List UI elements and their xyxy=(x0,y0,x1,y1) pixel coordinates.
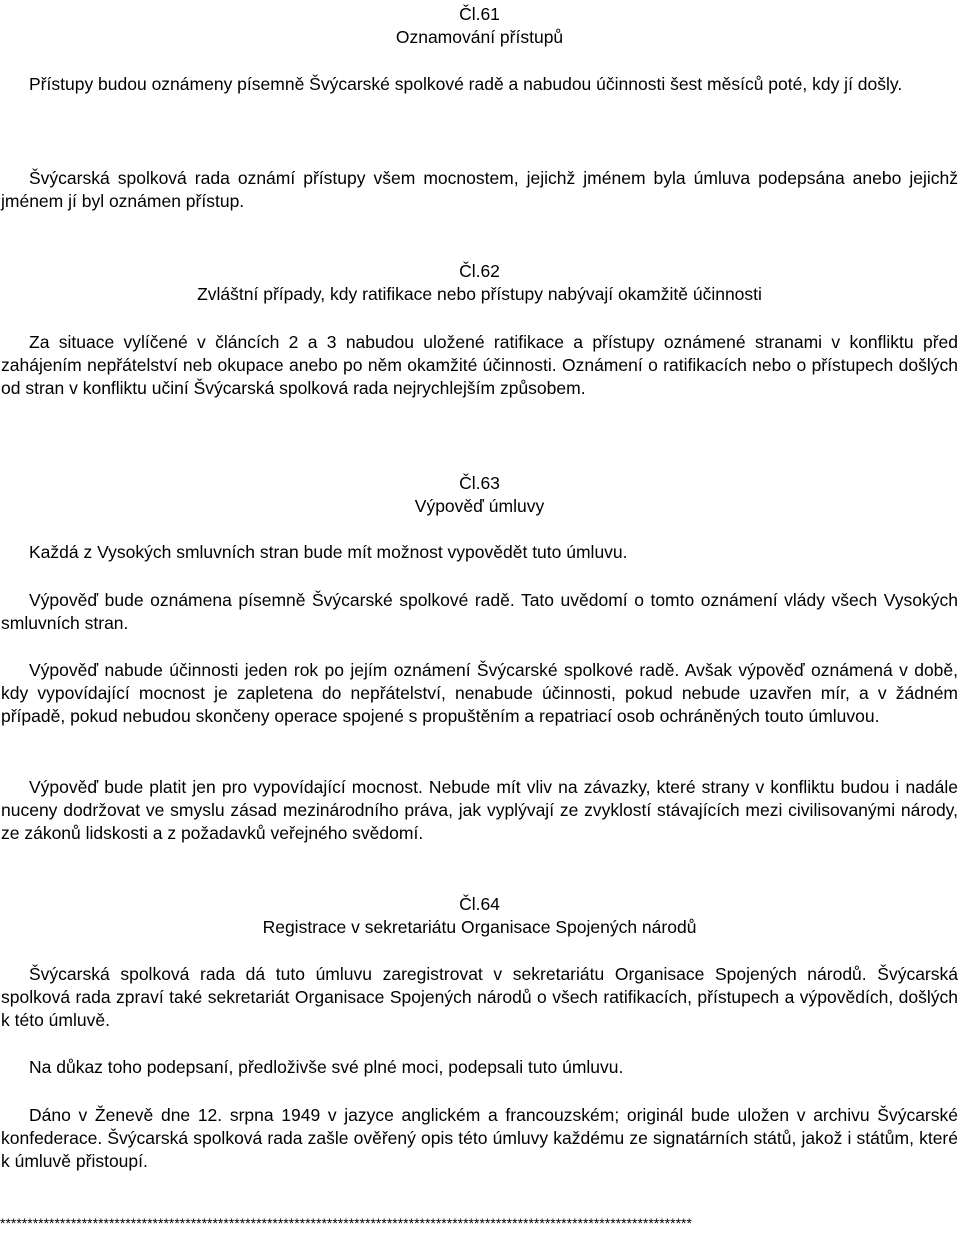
article-64-number: Čl.64 xyxy=(459,894,500,914)
article-62-number: Čl.62 xyxy=(459,261,500,281)
article-63-paragraph-1: Každá z Vysokých smluvních stran bude mít možnost vypovědět tuto úmluvu. xyxy=(29,542,628,562)
article-63 xyxy=(1,472,958,518)
article-63-number: Čl.63 xyxy=(459,473,500,493)
article-64-paragraph-1: Švýcarská spolková rada dá tuto úmluvu zaregistrovat v sekretariátu Organisace Spojených národů. Švýcarská spolková rada zpraví také sekretariát Organisace Spojených národů o všech ratifikacích, přístupech a výpovědích, došlých k této úmluvě. xyxy=(1,964,958,1030)
article-61-number: Čl.61 xyxy=(459,4,500,24)
article-64-title: Registrace v sekretariátu Organisace Spojených národů xyxy=(262,917,697,937)
article-62-title: Zvláštní případy, kdy ratifikace nebo přístupy nabývají okamžitě účinnosti xyxy=(197,284,762,304)
footer-separator: ******************************************************************************************************************************* xyxy=(0,1216,692,1230)
article-64-paragraph-3: Dáno v Ženevě dne 12. srpna 1949 v jazyce anglickém a francouzském; originál bude uložen v archivu Švýcarské konfederace. Švýcarská spolková rada zašle ověřený opis této úmluvy každému ze signatárních států, jakož i státům, které k úmluvě přistoupí. xyxy=(1,1105,958,1171)
article-62-paragraph-1: Za situace vylíčené v článcích 2 a 3 nabudou uložené ratifikace a přístupy oznámené stranami v konfliktu před zahájením nepřátelství neb okupace anebo po něm okamžité účinnosti. Oznámení o ratifikacích nebo o přístupech došlých od stran v konfliktu učiní Švýcarská spolková rada nejrychlejším způsobem. xyxy=(1,332,958,398)
article-63-paragraph-3: Výpověď nabude účinnosti jeden rok po jejím oznámení Švýcarské spolkové radě. Avšak výpověď oznámená v době, kdy vypovídající mocnost je zapletena do nepřátelství, nenabude účinnosti, pokud nebude uzavřen mír, a v žádném případě, pokud nebudou skončeny operace spojené s propuštěním a repatriací osob ochráněných touto úmluvou. xyxy=(1,660,958,726)
article-63-paragraph-2: Výpověď bude oznámena písemně Švýcarské spolkové radě. Tato uvědomí o tomto oznámení vlády všech Vysokých smluvních stran. xyxy=(1,590,958,633)
article-61-paragraph-2: Švýcarská spolková rada oznámí přístupy všem mocnostem, jejichž jménem byla úmluva podepsána anebo jejichž jménem jí byl oznámen přístup. xyxy=(1,168,958,211)
article-64 xyxy=(1,893,958,939)
article-61-paragraph-1: Přístupy budou oznámeny písemně Švýcarské spolkové radě a nabudou účinnosti šest měsíců poté, kdy jí došly. xyxy=(29,74,903,94)
article-63-title: Výpověď úmluvy xyxy=(414,496,545,516)
article-61-title: Oznamování přístupů xyxy=(395,27,564,47)
article-61 xyxy=(1,3,958,49)
article-62 xyxy=(1,260,958,306)
article-63-paragraph-4: Výpověď bude platit jen pro vypovídající mocnost. Nebude mít vliv na závazky, které strany v konfliktu budou i nadále nuceny dodržovat ve smyslu zásad mezinárodního práva, jak vyplývají ze zvyklostí stávajících mezi civilisovanými národy, ze zákonů lidskosti a z požadavků veřejného svědomí. xyxy=(1,777,958,843)
article-64-paragraph-2: Na důkaz toho podepsaní, předloživše své plné moci, podepsali tuto úmluvu. xyxy=(29,1057,624,1077)
